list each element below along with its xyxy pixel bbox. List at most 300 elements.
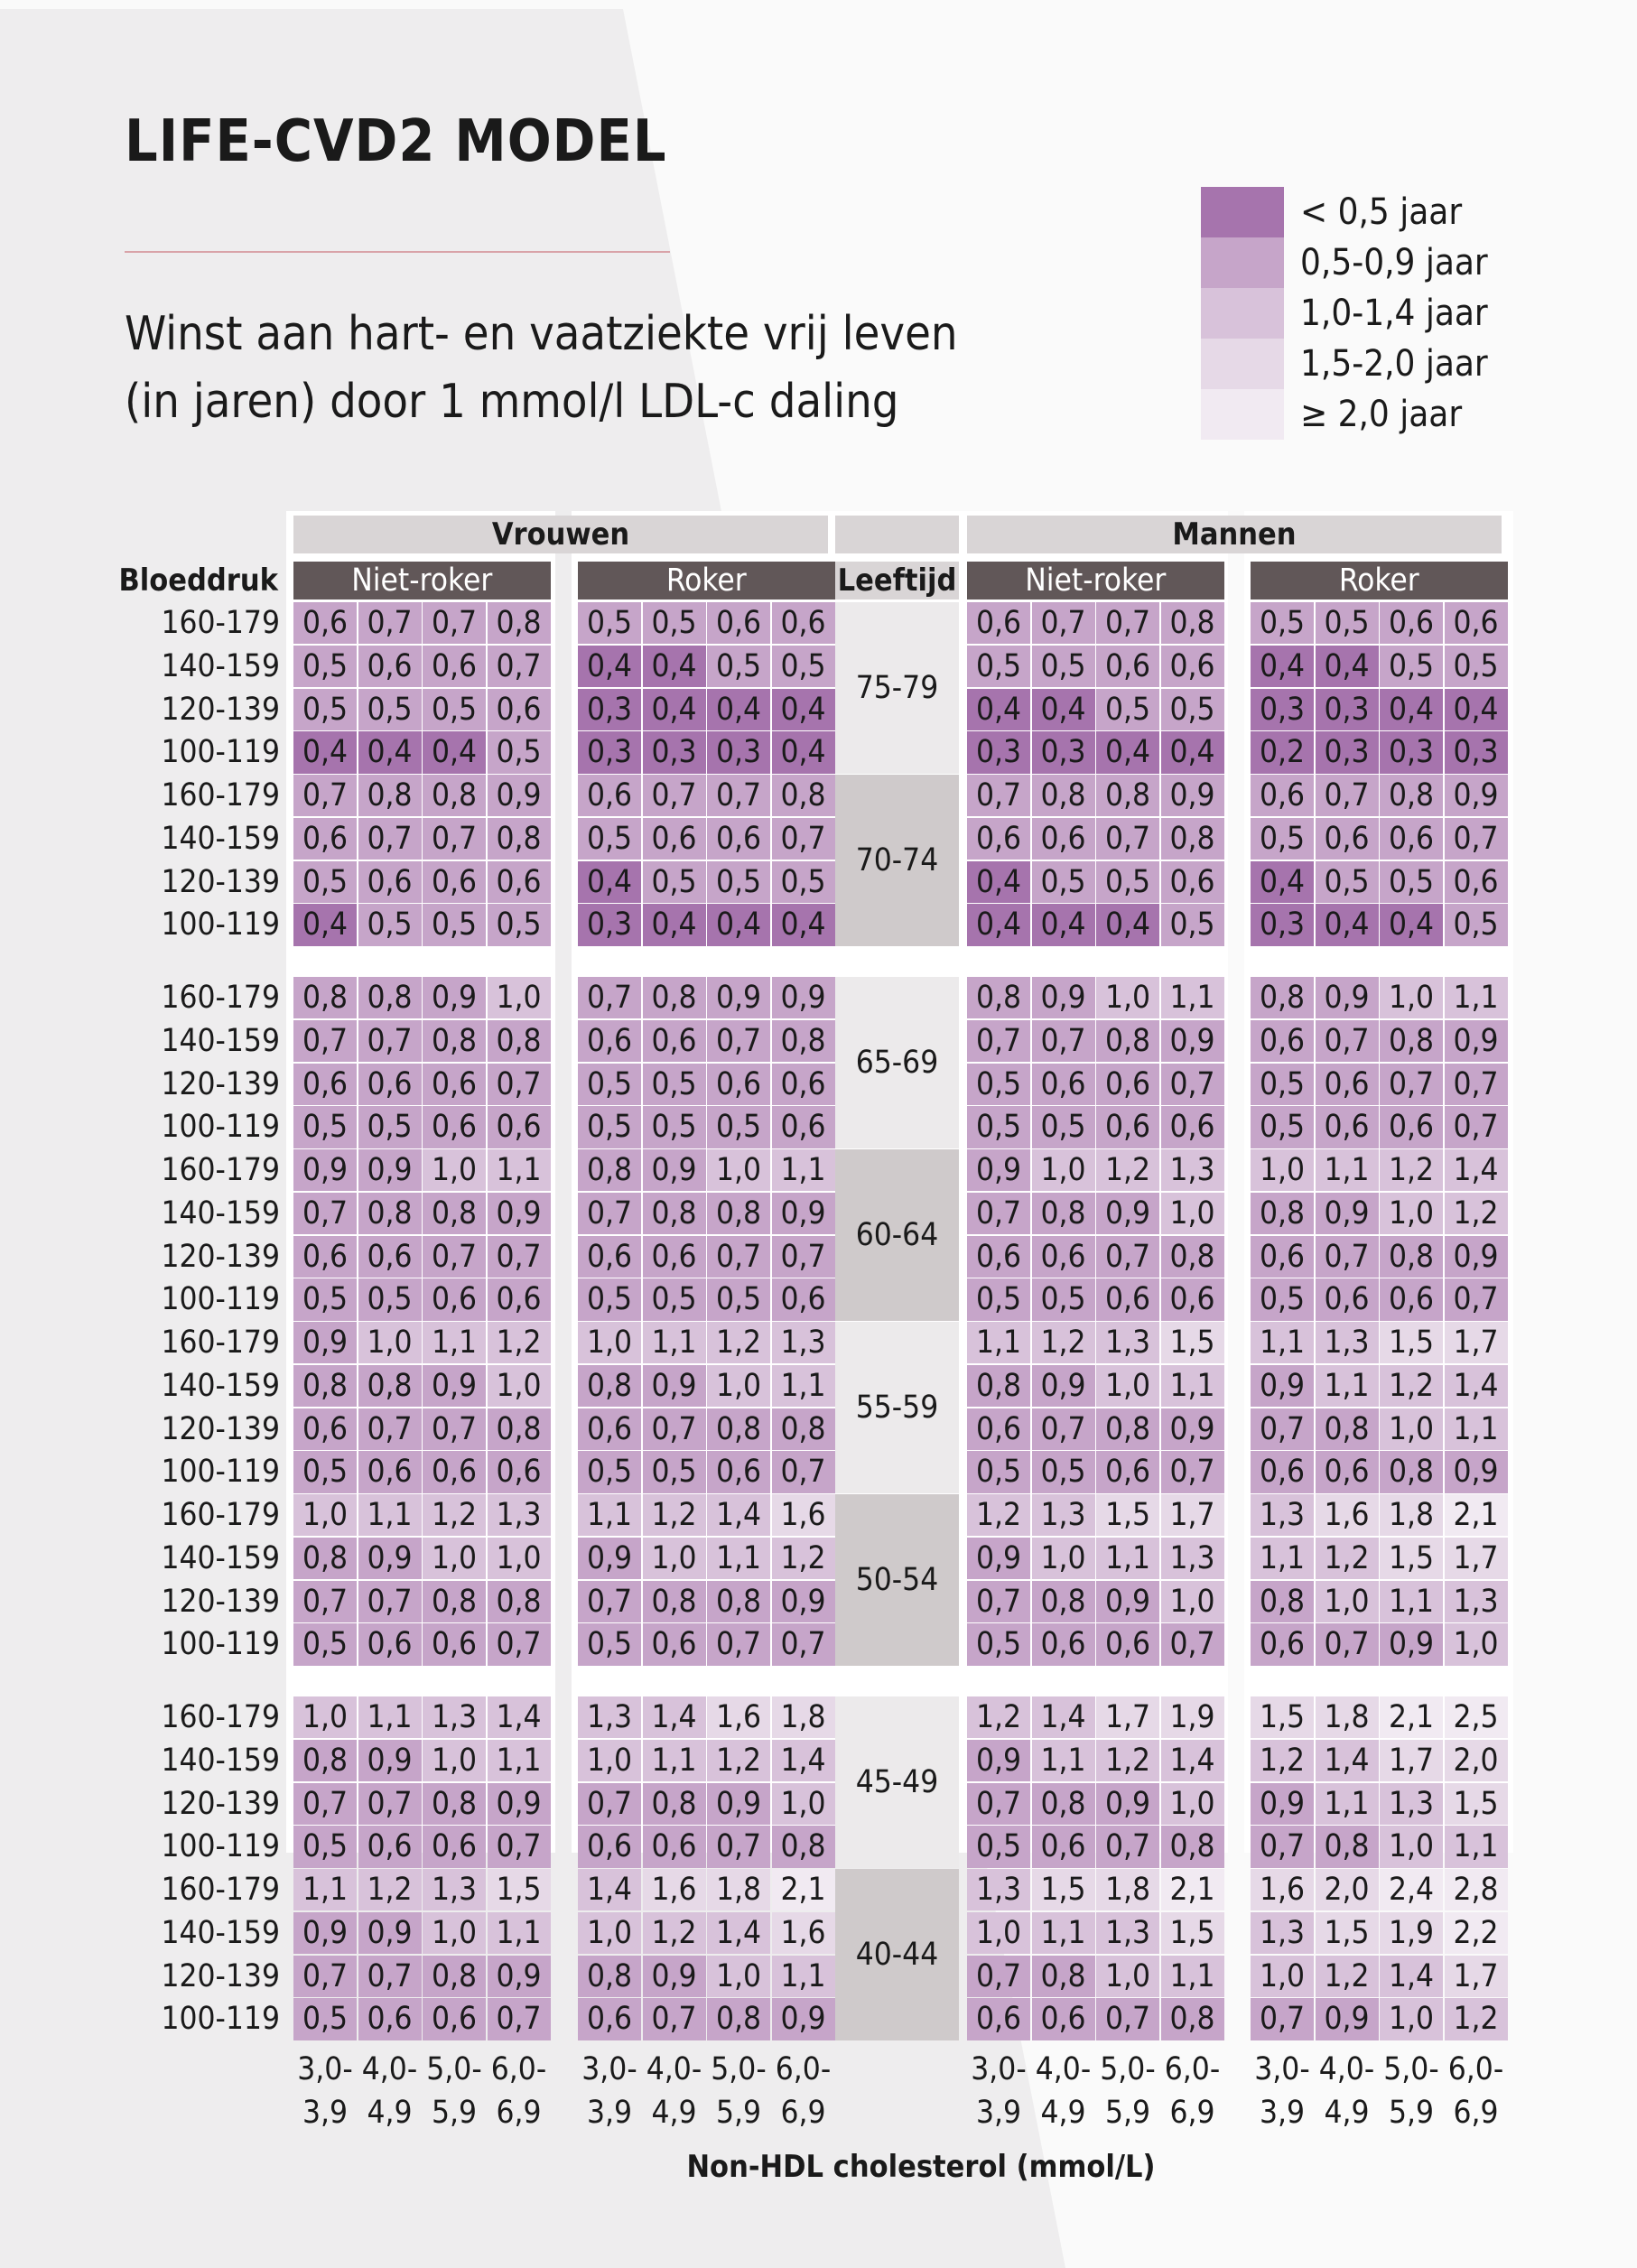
- heatmap-cell: 0,6: [1251, 1623, 1314, 1665]
- heatmap-cell: 0,9: [423, 1365, 486, 1407]
- heatmap-cell: 0,9: [643, 1956, 706, 1997]
- heatmap-cell: 0,7: [707, 775, 770, 816]
- heatmap-cell: 0,3: [1380, 731, 1443, 773]
- heatmap-cell: 0,6: [1032, 1064, 1095, 1105]
- title-divider: [125, 251, 670, 253]
- heatmap-cell: 0,7: [578, 1193, 641, 1234]
- heatmap-cell: 0,7: [967, 1193, 1030, 1234]
- heatmap-cell: 0,5: [1161, 904, 1224, 945]
- heatmap-cell: 0,9: [488, 775, 551, 816]
- age-band-label: 60-64: [835, 1149, 959, 1321]
- blood-pressure-label: 100-119: [161, 734, 280, 771]
- heatmap-cell: 0,5: [643, 1064, 706, 1105]
- heatmap-cell: 0,8: [488, 1408, 551, 1450]
- heatmap-cell: 1,0: [1161, 1783, 1224, 1825]
- header-mannen: Mannen: [967, 516, 1502, 553]
- heatmap-cell: 2,0: [1445, 1740, 1508, 1781]
- heatmap-cell: 0,8: [358, 1193, 422, 1234]
- heatmap-cell: 1,1: [707, 1538, 770, 1579]
- heatmap-cell: 0,6: [1032, 818, 1095, 860]
- heatmap-cell: 0,3: [1445, 731, 1508, 773]
- x-tick-label: 6,0- 6,9: [1447, 2051, 1504, 2131]
- heatmap-cell: 1,5: [1316, 1912, 1379, 1954]
- heatmap-cell: 0,5: [1251, 602, 1314, 644]
- heatmap-cell: 0,5: [358, 689, 422, 730]
- heatmap-cell: 0,7: [1316, 1236, 1379, 1278]
- heatmap-cell: 1,0: [293, 1696, 357, 1738]
- heatmap-cell: 0,9: [1251, 1783, 1314, 1825]
- heatmap-cell: 0,9: [1380, 1623, 1443, 1665]
- age-band-label: 70-74: [835, 775, 959, 946]
- heatmap-cell: 1,1: [1445, 1826, 1508, 1867]
- heatmap-cell: 1,1: [1380, 1581, 1443, 1622]
- heatmap-cell: 0,7: [1032, 1408, 1095, 1450]
- heatmap-cell: 0,8: [967, 977, 1030, 1018]
- heatmap-cell: 0,5: [1251, 1278, 1314, 1320]
- heatmap-cell: 0,8: [707, 1581, 770, 1622]
- heatmap-cell: 0,6: [967, 1236, 1030, 1278]
- heatmap-cell: 0,8: [1380, 1451, 1443, 1492]
- leeftijd-header: Leeftijd: [835, 562, 959, 600]
- heatmap-cell: 0,6: [1032, 1236, 1095, 1278]
- heatmap-cell: 0,8: [772, 1826, 835, 1867]
- heatmap-cell: 1,1: [1316, 1149, 1379, 1191]
- heatmap-cell: 0,4: [1032, 904, 1095, 945]
- heatmap-cell: 0,8: [578, 1149, 641, 1191]
- heatmap-cell: 0,5: [1251, 1064, 1314, 1105]
- blood-pressure-label: 100-119: [161, 1281, 280, 1318]
- heatmap-cell: 0,6: [1251, 1236, 1314, 1278]
- heatmap-cell: 0,6: [1251, 1020, 1314, 1062]
- heatmap-cell: 0,8: [1251, 977, 1314, 1018]
- heatmap-cell: 0,7: [358, 1020, 422, 1062]
- heatmap-cell: 0,9: [293, 1149, 357, 1191]
- heatmap-cell: 0,8: [643, 1581, 706, 1622]
- heatmap-cell: 0,7: [1251, 1826, 1314, 1867]
- heatmap-cell: 0,5: [1316, 861, 1379, 903]
- heatmap-cell: 0,9: [1316, 1193, 1379, 1234]
- heatmap-cell: 0,7: [423, 602, 486, 644]
- heatmap-cell: 0,6: [488, 861, 551, 903]
- heatmap-cell: 0,5: [293, 1451, 357, 1492]
- heatmap-cell: 0,6: [293, 1064, 357, 1105]
- legend-swatch: [1201, 288, 1284, 339]
- blood-pressure-label: 120-139: [161, 1785, 280, 1822]
- heatmap-cell: 0,4: [578, 861, 641, 903]
- heatmap-cell: 0,7: [707, 1623, 770, 1665]
- heatmap-cell: 1,0: [1380, 1408, 1443, 1450]
- heatmap-cell: 0,8: [578, 1956, 641, 1997]
- heatmap-cell: 1,0: [293, 1494, 357, 1536]
- heatmap-cell: 1,1: [643, 1740, 706, 1781]
- heatmap-cell: 0,7: [1161, 1623, 1224, 1665]
- heatmap-cell: 0,6: [293, 1236, 357, 1278]
- heatmap-cell: 0,9: [1316, 1998, 1379, 2040]
- heatmap-cell: 1,1: [423, 1322, 486, 1363]
- heatmap-cell: 1,2: [772, 1538, 835, 1579]
- x-tick-label: 3,0- 3,9: [581, 2051, 637, 2131]
- heatmap-cell: 0,5: [1096, 861, 1159, 903]
- heatmap-cell: 1,7: [1161, 1494, 1224, 1536]
- heatmap-cell: 1,0: [1316, 1581, 1379, 1622]
- heatmap-cell: 0,8: [423, 1193, 486, 1234]
- heatmap-cell: 0,9: [1445, 1236, 1508, 1278]
- heatmap-cell: 0,4: [707, 904, 770, 945]
- blood-pressure-label: 120-139: [161, 1583, 280, 1620]
- heatmap-cell: 0,6: [293, 602, 357, 644]
- heatmap-cell: 0,6: [1096, 1106, 1159, 1148]
- heatmap-cell: 1,3: [1161, 1538, 1224, 1579]
- heatmap-cell: 1,0: [772, 1783, 835, 1825]
- heatmap-cell: 0,8: [1032, 1956, 1095, 1997]
- legend-label: 1,5-2,0 jaar: [1300, 343, 1488, 385]
- heatmap-cell: 1,0: [707, 1149, 770, 1191]
- heatmap-cell: 0,9: [1032, 977, 1095, 1018]
- page-title: LIFE-CVD2 MODEL: [125, 108, 667, 175]
- heatmap-cell: 1,2: [1445, 1998, 1508, 2040]
- heatmap-cell: 0,9: [772, 1581, 835, 1622]
- blood-pressure-label: 140-159: [161, 1914, 280, 1951]
- heatmap-cell: 0,3: [1032, 731, 1095, 773]
- heatmap-cell: 0,6: [707, 1064, 770, 1105]
- heatmap-cell: 0,6: [643, 1020, 706, 1062]
- heatmap-cell: 0,5: [293, 861, 357, 903]
- heatmap-cell: 0,8: [423, 1956, 486, 1997]
- blood-pressure-label: 160-179: [161, 605, 280, 641]
- subtitle-line-2: (in jaren) door 1 mmol/l LDL-c daling: [125, 375, 899, 429]
- heatmap-cell: 0,8: [488, 602, 551, 644]
- blood-pressure-label: 120-139: [161, 863, 280, 900]
- heatmap-cell: 1,1: [1316, 1783, 1379, 1825]
- heatmap-cell: 0,5: [967, 1451, 1030, 1492]
- heatmap-cell: 1,2: [707, 1740, 770, 1781]
- heatmap-cell: 1,1: [488, 1149, 551, 1191]
- heatmap-cell: 0,8: [643, 977, 706, 1018]
- heatmap-cell: 0,7: [488, 1064, 551, 1105]
- heatmap-cell: 0,6: [1251, 1451, 1314, 1492]
- heatmap-cell: 1,7: [1445, 1322, 1508, 1363]
- heatmap-cell: 0,8: [488, 818, 551, 860]
- heatmap-cell: 0,8: [423, 1783, 486, 1825]
- heatmap-cell: 0,4: [967, 861, 1030, 903]
- heatmap-cell: 0,6: [358, 1236, 422, 1278]
- heatmap-cell: 1,0: [1380, 1193, 1443, 1234]
- x-tick-label: 5,0- 5,9: [1383, 2051, 1439, 2131]
- heatmap-cell: 0,5: [1032, 861, 1095, 903]
- heatmap-cell: 1,8: [1380, 1494, 1443, 1536]
- heatmap-cell: 1,5: [1032, 1869, 1095, 1910]
- blood-pressure-label: 120-139: [161, 1410, 280, 1447]
- heatmap-cell: 0,7: [358, 1408, 422, 1450]
- heatmap-cell: 0,8: [707, 1408, 770, 1450]
- heatmap-cell: 0,6: [1316, 1064, 1379, 1105]
- heatmap-cell: 0,4: [358, 731, 422, 773]
- heatmap-cell: 1,6: [643, 1869, 706, 1910]
- blood-pressure-label: 120-139: [161, 1238, 280, 1275]
- heatmap-cell: 0,5: [707, 1278, 770, 1320]
- heatmap-cell: 0,5: [772, 861, 835, 903]
- heatmap-cell: 0,4: [967, 689, 1030, 730]
- heatmap-cell: 1,4: [707, 1912, 770, 1954]
- heatmap-cell: 0,4: [423, 731, 486, 773]
- heatmap-cell: 0,5: [1251, 818, 1314, 860]
- heatmap-cell: 1,8: [707, 1869, 770, 1910]
- heatmap-cell: 0,7: [1032, 1020, 1095, 1062]
- blood-pressure-label: 100-119: [161, 2001, 280, 2038]
- blood-pressure-label: 120-139: [161, 1065, 280, 1102]
- heatmap-cell: 0,7: [772, 1451, 835, 1492]
- heatmap-cell: 1,4: [1445, 1149, 1508, 1191]
- subtitle-line-1: Winst aan hart- en vaatziekte vrij leven: [125, 307, 958, 361]
- heatmap-cell: 0,6: [967, 1408, 1030, 1450]
- blood-pressure-label: 160-179: [161, 980, 280, 1016]
- heatmap-cell: 1,1: [293, 1869, 357, 1910]
- heatmap-cell: 1,2: [1032, 1322, 1095, 1363]
- heatmap-cell: 0,6: [358, 861, 422, 903]
- heatmap-cell: 0,9: [1161, 1020, 1224, 1062]
- heatmap-cell: 1,3: [488, 1494, 551, 1536]
- heatmap-cell: 0,5: [293, 689, 357, 730]
- blood-pressure-label: 100-119: [161, 1109, 280, 1146]
- heatmap-cell: 0,9: [1445, 775, 1508, 816]
- heatmap-cell: 1,7: [1096, 1696, 1159, 1738]
- age-band-label: 75-79: [835, 602, 959, 774]
- heatmap-cell: 0,4: [772, 731, 835, 773]
- heatmap-cell: 1,1: [772, 1956, 835, 1997]
- heatmap-cell: 0,7: [1161, 1064, 1224, 1105]
- heatmap-cell: 0,8: [1251, 1193, 1314, 1234]
- heatmap-cell: 2,1: [1380, 1696, 1443, 1738]
- heatmap-cell: 1,0: [488, 1365, 551, 1407]
- heatmap-cell: 1,1: [1161, 1365, 1224, 1407]
- blood-pressure-label: 160-179: [161, 1699, 280, 1735]
- heatmap-cell: 1,0: [1380, 1998, 1443, 2040]
- heatmap-cell: 0,9: [1096, 1581, 1159, 1622]
- heatmap-cell: 0,6: [772, 1278, 835, 1320]
- heatmap-cell: 0,5: [423, 689, 486, 730]
- heatmap-cell: 0,5: [358, 1106, 422, 1148]
- heatmap-cell: 0,8: [1380, 775, 1443, 816]
- heatmap-cell: 1,0: [1251, 1149, 1314, 1191]
- heatmap-cell: 1,4: [1161, 1740, 1224, 1781]
- heatmap-cell: 0,7: [643, 1408, 706, 1450]
- heatmap-cell: 0,7: [423, 1236, 486, 1278]
- heatmap-cell: 0,6: [643, 818, 706, 860]
- heatmap-cell: 0,6: [423, 1998, 486, 2040]
- heatmap-cell: 0,6: [1161, 1278, 1224, 1320]
- heatmap-cell: 0,6: [1096, 1278, 1159, 1320]
- heatmap-cell: 0,6: [1032, 1998, 1095, 2040]
- heatmap-cell: 1,1: [488, 1912, 551, 1954]
- x-tick-label: 5,0- 5,9: [426, 2051, 482, 2131]
- heatmap-cell: 0,6: [643, 1236, 706, 1278]
- heatmap-cell: 0,6: [1096, 1064, 1159, 1105]
- heatmap-cell: 0,5: [1380, 646, 1443, 687]
- heatmap-cell: 1,3: [1161, 1149, 1224, 1191]
- heatmap-cell: 1,0: [707, 1956, 770, 1997]
- blood-pressure-label: 140-159: [161, 1539, 280, 1576]
- heatmap-cell: 0,6: [1251, 775, 1314, 816]
- heatmap-cell: 0,8: [643, 1193, 706, 1234]
- heatmap-cell: 0,5: [293, 646, 357, 687]
- heatmap-cell: 0,6: [1316, 1106, 1379, 1148]
- heatmap-cell: 0,5: [967, 1278, 1030, 1320]
- legend-label: 0,5-0,9 jaar: [1300, 242, 1488, 284]
- heatmap-cell: 0,9: [1032, 1365, 1095, 1407]
- heatmap-cell: 0,3: [578, 904, 641, 945]
- heatmap-cell: 0,7: [358, 1783, 422, 1825]
- heatmap-cell: 1,7: [1380, 1740, 1443, 1781]
- heatmap-cell: 0,6: [488, 689, 551, 730]
- heatmap-cell: 1,1: [1316, 1365, 1379, 1407]
- heatmap-cell: 0,8: [293, 977, 357, 1018]
- blood-pressure-label: 100-119: [161, 1454, 280, 1491]
- heatmap-cell: 0,6: [578, 1826, 641, 1867]
- heatmap-cell: 0,6: [1380, 818, 1443, 860]
- heatmap-cell: 0,5: [578, 1451, 641, 1492]
- age-band-label: 55-59: [835, 1322, 959, 1493]
- legend-label: < 0,5 jaar: [1300, 191, 1463, 233]
- heatmap-cell: 0,4: [1096, 731, 1159, 773]
- heatmap-cell: 0,5: [488, 731, 551, 773]
- heatmap-cell: 1,2: [643, 1912, 706, 1954]
- heatmap-cell: 0,7: [488, 1998, 551, 2040]
- header-spacer: [835, 516, 959, 553]
- heatmap-cell: 0,7: [967, 1783, 1030, 1825]
- x-tick-label: 5,0- 5,9: [711, 2051, 767, 2131]
- heatmap-cell: 0,7: [1096, 602, 1159, 644]
- heatmap-cell: 0,5: [1032, 646, 1095, 687]
- heatmap-cell: 0,6: [358, 1064, 422, 1105]
- heatmap-cell: 1,2: [1316, 1538, 1379, 1579]
- heatmap-cell: 0,8: [1032, 1783, 1095, 1825]
- heatmap-cell: 1,1: [1032, 1740, 1095, 1781]
- heatmap-cell: 0,9: [1161, 1408, 1224, 1450]
- heatmap-cell: 0,8: [1032, 1193, 1095, 1234]
- heatmap-cell: 0,8: [1096, 1020, 1159, 1062]
- heatmap-cell: 1,6: [707, 1696, 770, 1738]
- heatmap-cell: 1,3: [1445, 1581, 1508, 1622]
- heatmap-cell: 1,8: [772, 1696, 835, 1738]
- heatmap-cell: 0,7: [488, 1826, 551, 1867]
- heatmap-cell: 0,9: [1096, 1193, 1159, 1234]
- heatmap-cell: 0,4: [1161, 731, 1224, 773]
- x-tick-label: 4,0- 4,9: [1318, 2051, 1375, 2131]
- heatmap-cell: 0,7: [488, 1236, 551, 1278]
- heatmap-cell: 1,1: [578, 1494, 641, 1536]
- heatmap-cell: 0,6: [1161, 1106, 1224, 1148]
- legend-swatch: [1201, 339, 1284, 389]
- blood-pressure-label: 140-159: [161, 1742, 280, 1779]
- heatmap-cell: 1,2: [423, 1494, 486, 1536]
- heatmap-cell: 1,0: [578, 1912, 641, 1954]
- heatmap-cell: 2,1: [1445, 1494, 1508, 1536]
- heatmap-cell: 1,3: [1380, 1783, 1443, 1825]
- heatmap-cell: 1,9: [1380, 1912, 1443, 1954]
- heatmap-cell: 0,7: [293, 775, 357, 816]
- heatmap-cell: 0,8: [358, 1365, 422, 1407]
- heatmap-cell: 0,3: [1316, 689, 1379, 730]
- heatmap-cell: 1,3: [1251, 1494, 1314, 1536]
- heatmap-cell: 0,7: [293, 1581, 357, 1622]
- heatmap-cell: 0,3: [578, 689, 641, 730]
- heatmap-cell: 0,6: [1380, 1106, 1443, 1148]
- heatmap-cell: 1,1: [1161, 1956, 1224, 1997]
- blood-pressure-label: 140-159: [161, 820, 280, 857]
- heatmap-cell: 1,4: [488, 1696, 551, 1738]
- heatmap-cell: 0,9: [772, 1998, 835, 2040]
- heatmap-cell: 0,5: [967, 1623, 1030, 1665]
- heatmap-cell: 0,9: [358, 1912, 422, 1954]
- heatmap-cell: 1,0: [423, 1149, 486, 1191]
- x-axis-title: Non-HDL cholesterol (mmol/L): [686, 2149, 1156, 2185]
- heatmap-cell: 0,5: [1032, 1451, 1095, 1492]
- heatmap-cell: 1,1: [1161, 977, 1224, 1018]
- x-tick-label: 4,0- 4,9: [361, 2051, 418, 2131]
- heatmap-cell: 0,9: [967, 1149, 1030, 1191]
- blood-pressure-label: 100-119: [161, 1626, 280, 1663]
- heatmap-cell: 1,5: [488, 1869, 551, 1910]
- heatmap-cell: 0,7: [1445, 1278, 1508, 1320]
- heatmap-cell: 0,9: [707, 977, 770, 1018]
- heatmap-cell: 0,4: [1380, 904, 1443, 945]
- heatmap-cell: 0,3: [1316, 731, 1379, 773]
- heatmap-cell: 0,7: [1096, 1236, 1159, 1278]
- heatmap-cell: 1,3: [1251, 1912, 1314, 1954]
- heatmap-cell: 0,5: [578, 1064, 641, 1105]
- blood-pressure-label: 100-119: [161, 906, 280, 943]
- heatmap-cell: 0,6: [967, 602, 1030, 644]
- age-band-label: 40-44: [835, 1869, 959, 2040]
- heatmap-cell: 0,6: [643, 1826, 706, 1867]
- heatmap-cell: 1,1: [1096, 1538, 1159, 1579]
- heatmap-cell: 0,6: [1161, 646, 1224, 687]
- heatmap-cell: 0,8: [488, 1581, 551, 1622]
- blood-pressure-label: 160-179: [161, 1872, 280, 1908]
- heatmap-cell: 1,0: [423, 1740, 486, 1781]
- heatmap-cell: 0,8: [1316, 1408, 1379, 1450]
- heatmap-cell: 0,5: [423, 904, 486, 945]
- heatmap-cell: 0,6: [1161, 861, 1224, 903]
- heatmap-cell: 1,2: [358, 1869, 422, 1910]
- heatmap-cell: 1,6: [1251, 1869, 1314, 1910]
- heatmap-cell: 0,4: [293, 904, 357, 945]
- heatmap-cell: 1,4: [707, 1494, 770, 1536]
- heatmap-cell: 0,6: [1445, 602, 1508, 644]
- heatmap-cell: 0,8: [1096, 775, 1159, 816]
- heatmap-cell: 0,9: [358, 1538, 422, 1579]
- heatmap-cell: 1,3: [1096, 1322, 1159, 1363]
- heatmap-cell: 1,5: [1251, 1696, 1314, 1738]
- heatmap-cell: 0,9: [643, 1149, 706, 1191]
- heatmap-cell: 0,7: [1445, 1106, 1508, 1148]
- heatmap-cell: 1,1: [358, 1494, 422, 1536]
- heatmap-cell: 0,5: [293, 1278, 357, 1320]
- heatmap-cell: 0,5: [358, 904, 422, 945]
- heatmap-cell: 0,4: [967, 904, 1030, 945]
- heatmap-cell: 1,0: [358, 1322, 422, 1363]
- heatmap-cell: 0,5: [293, 1623, 357, 1665]
- x-tick-label: 4,0- 4,9: [646, 2051, 702, 2131]
- heatmap-cell: 0,7: [772, 1623, 835, 1665]
- heatmap-cell: 1,5: [1445, 1783, 1508, 1825]
- heatmap-cell: 0,7: [488, 646, 551, 687]
- legend-swatch: [1201, 187, 1284, 237]
- heatmap-cell: 0,7: [423, 818, 486, 860]
- heatmap-cell: 0,6: [1032, 1623, 1095, 1665]
- heatmap-cell: 0,8: [772, 1020, 835, 1062]
- blood-pressure-label: 120-139: [161, 1957, 280, 1994]
